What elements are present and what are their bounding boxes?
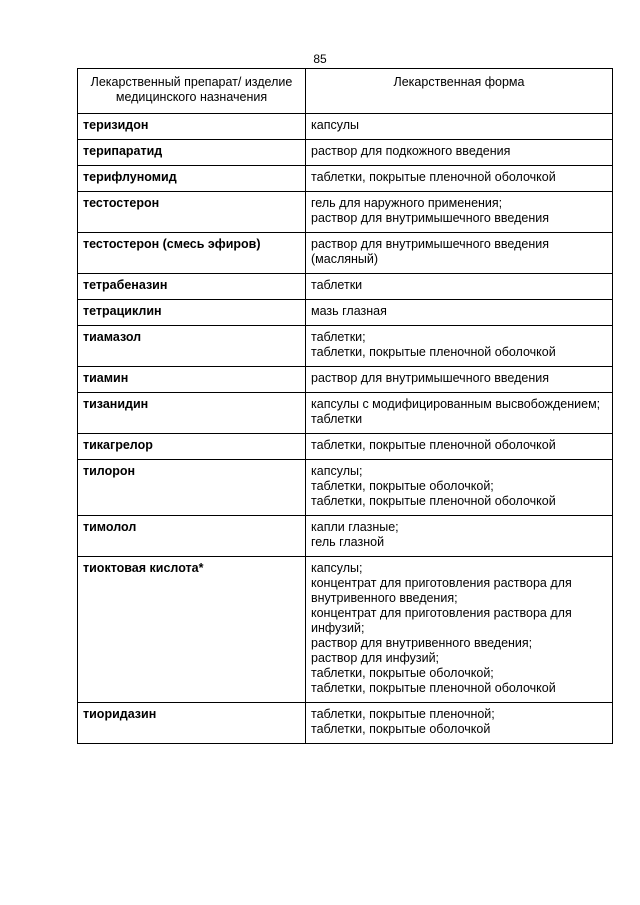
table-row (78, 300, 613, 326)
table-row (78, 516, 613, 557)
drug-form-line: раствор для внутримышечного введения (311, 211, 549, 225)
drug-name: тиамин (78, 367, 306, 393)
table-row (78, 557, 613, 703)
drug-form (306, 367, 613, 393)
drug-form-line: концентрат для приготовления раствора для инфузий; (311, 606, 572, 635)
table-header-row (78, 69, 613, 114)
drug-form-line: капсулы (311, 118, 359, 132)
drug-form-line: таблетки; (311, 330, 366, 344)
header-drug: Лекарственный препарат/ изделие медицинского назначения (78, 69, 306, 114)
drug-form (306, 326, 613, 367)
drug-form-line: раствор для подкожного введения (311, 144, 511, 158)
table-row (78, 326, 613, 367)
drug-form (306, 114, 613, 140)
drug-form-line: таблетки, покрытые оболочкой; (311, 666, 494, 680)
drug-name: терифлуномид (78, 166, 306, 192)
drug-form (306, 434, 613, 460)
drug-form-line: раствор для внутривенного введения; (311, 636, 533, 650)
drug-form-line: раствор для внутримышечного введения (311, 371, 549, 385)
drug-name: тестостерон (смесь эфиров) (78, 233, 306, 274)
drug-form (306, 516, 613, 557)
page-number: 85 (313, 52, 327, 66)
table-row (78, 367, 613, 393)
drug-form-line: мазь глазная (311, 304, 387, 318)
drug-name: тиамазол (78, 326, 306, 367)
drug-name: теризидон (78, 114, 306, 140)
drug-form (306, 393, 613, 434)
table-row (78, 166, 613, 192)
drug-name: тикагрелор (78, 434, 306, 460)
drug-form-line: таблетки, покрытые пленочной оболочкой (311, 345, 556, 359)
drug-form (306, 703, 613, 744)
table-row (78, 393, 613, 434)
drug-form-line: гель глазной (311, 535, 385, 549)
drug-name: тестостерон (78, 192, 306, 233)
drug-table (77, 68, 613, 744)
drug-form-line: капсулы с модифицированным высвобождением; (311, 397, 601, 411)
table-row (78, 274, 613, 300)
drug-name: тимолол (78, 516, 306, 557)
drug-form-line: капсулы; (311, 464, 363, 478)
drug-name: тилорон (78, 460, 306, 516)
drug-form (306, 140, 613, 166)
drug-form (306, 460, 613, 516)
drug-form (306, 192, 613, 233)
drug-form-line: таблетки, покрытые пленочной оболочкой (311, 494, 556, 508)
drug-form (306, 300, 613, 326)
table-row (78, 434, 613, 460)
header-form: Лекарственная форма (306, 69, 613, 114)
drug-form-line: капли глазные; (311, 520, 399, 534)
drug-form (306, 233, 613, 274)
drug-form-line: таблетки, покрытые пленочной оболочкой (311, 681, 556, 695)
drug-name: тизанидин (78, 393, 306, 434)
drug-name: тетрабеназин (78, 274, 306, 300)
table-row (78, 140, 613, 166)
drug-name: терипаратид (78, 140, 306, 166)
drug-name: тиоктовая кислота* (78, 557, 306, 703)
drug-form-line: таблетки (311, 412, 363, 426)
drug-form-line: таблетки, покрытые пленочной оболочкой (311, 170, 556, 184)
drug-form-line: таблетки, покрытые оболочкой; (311, 479, 494, 493)
drug-form-line: таблетки, покрытые оболочкой (311, 722, 491, 736)
drug-form-line: таблетки (311, 278, 363, 292)
drug-form-line: концентрат для приготовления раствора для внутривенного введения; (311, 576, 572, 605)
drug-form (306, 166, 613, 192)
table-row (78, 114, 613, 140)
drug-form-line: таблетки, покрытые пленочной оболочкой (311, 438, 556, 452)
drug-form-line: раствор для внутримышечного введения (масляный) (311, 237, 549, 266)
drug-name: тетрациклин (78, 300, 306, 326)
table-row (78, 703, 613, 744)
drug-form (306, 557, 613, 703)
table-row (78, 192, 613, 233)
drug-form-line: таблетки, покрытые пленочной; (311, 707, 495, 721)
drug-form-line: гель для наружного применения; (311, 196, 503, 210)
drug-form-line: капсулы; (311, 561, 363, 575)
drug-form (306, 274, 613, 300)
table-row (78, 233, 613, 274)
table-row (78, 460, 613, 516)
drug-name: тиоридазин (78, 703, 306, 744)
drug-form-line: раствор для инфузий; (311, 651, 440, 665)
